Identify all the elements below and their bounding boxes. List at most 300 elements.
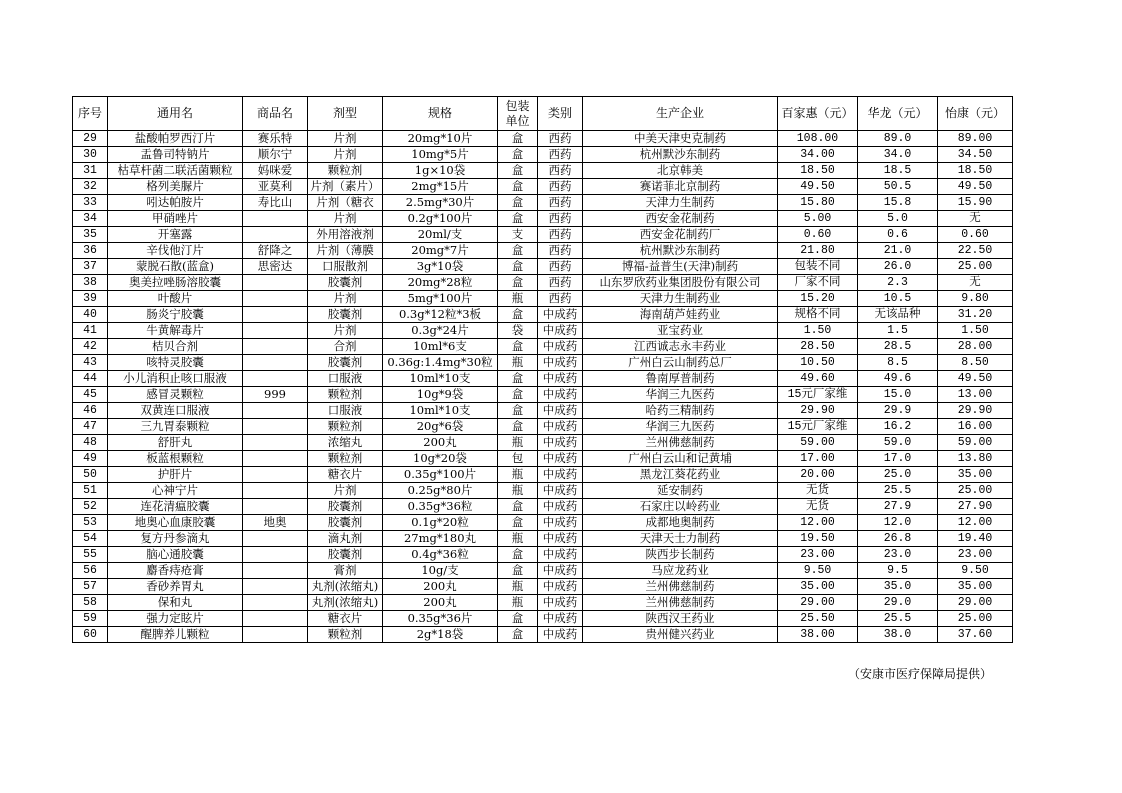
cell-price-baijiahui: 28.50 [778,339,858,355]
cell-brand-name [243,211,308,227]
cell-price-hualong: 0.6 [858,227,938,243]
cell-generic-name: 甲硝唑片 [108,211,243,227]
cell-price-hualong: 18.5 [858,163,938,179]
cell-price-hualong: 89.0 [858,131,938,147]
table-row [73,611,1013,627]
cell-price-yikang: 1.50 [938,323,1013,339]
table-row [73,307,1013,323]
cell-specification: 10g*9袋 [383,387,498,403]
cell-row-index: 31 [73,163,108,179]
cell-generic-name: 格列美脲片 [108,179,243,195]
cell-dosage-form: 胶囊剂 [308,275,383,291]
cell-generic-name: 强力定眩片 [108,611,243,627]
cell-category: 西药 [538,195,583,211]
cell-brand-name: 999 [243,387,308,403]
header-specification: 规格 [383,97,498,131]
cell-dosage-form: 丸剂(浓缩丸) [308,579,383,595]
cell-row-index: 54 [73,531,108,547]
cell-row-index: 29 [73,131,108,147]
cell-package-unit: 盒 [498,195,538,211]
cell-dosage-form: 片剂 [308,211,383,227]
cell-dosage-form: 胶囊剂 [308,355,383,371]
cell-brand-name: 妈咪爱 [243,163,308,179]
cell-brand-name [243,435,308,451]
cell-specification: 10ml*10支 [383,403,498,419]
cell-specification: 10g*20袋 [383,451,498,467]
cell-package-unit: 盒 [498,515,538,531]
cell-row-index: 47 [73,419,108,435]
table-row [73,163,1013,179]
cell-category: 中成药 [538,627,583,643]
cell-price-hualong: 29.9 [858,403,938,419]
cell-specification: 0.3g*24片 [383,323,498,339]
source-note: （安康市医疗保障局提供） [848,667,993,681]
cell-brand-name [243,291,308,307]
cell-price-hualong: 50.5 [858,179,938,195]
table-row [73,435,1013,451]
cell-package-unit: 包 [498,451,538,467]
cell-row-index: 35 [73,227,108,243]
cell-category: 中成药 [538,403,583,419]
cell-price-baijiahui: 18.50 [778,163,858,179]
cell-package-unit: 盒 [498,147,538,163]
cell-price-yikang: 27.90 [938,499,1013,515]
cell-category: 西药 [538,243,583,259]
cell-price-yikang: 无 [938,275,1013,291]
cell-package-unit: 盒 [498,275,538,291]
table-row [73,547,1013,563]
cell-price-baijiahui: 20.00 [778,467,858,483]
cell-price-hualong: 25.5 [858,483,938,499]
cell-manufacturer: 鲁南厚普制药 [583,371,778,387]
cell-generic-name: 护肝片 [108,467,243,483]
cell-specification: 1g×10袋 [383,163,498,179]
table-row [73,579,1013,595]
cell-row-index: 42 [73,339,108,355]
cell-price-hualong: 38.0 [858,627,938,643]
cell-price-yikang: 29.90 [938,403,1013,419]
cell-price-hualong: 15.8 [858,195,938,211]
cell-brand-name [243,499,308,515]
cell-specification: 2.5mg*30片 [383,195,498,211]
cell-row-index: 58 [73,595,108,611]
cell-price-baijiahui: 规格不同 [778,307,858,323]
header-brand-name: 商品名 [243,97,308,131]
cell-brand-name: 地奥 [243,515,308,531]
cell-specification: 20ml/支 [383,227,498,243]
table-row [73,147,1013,163]
cell-generic-name: 肠炎宁胶囊 [108,307,243,323]
table-row [73,467,1013,483]
cell-manufacturer: 广州白云山制药总厂 [583,355,778,371]
cell-specification: 0.4g*36粒 [383,547,498,563]
cell-brand-name: 赛乐特 [243,131,308,147]
cell-generic-name: 叶酸片 [108,291,243,307]
table-row [73,515,1013,531]
cell-brand-name: 舒降之 [243,243,308,259]
cell-category: 中成药 [538,307,583,323]
table-row [73,563,1013,579]
cell-manufacturer: 陕西步长制药 [583,547,778,563]
cell-brand-name [243,307,308,323]
cell-price-hualong: 34.0 [858,147,938,163]
cell-dosage-form: 片剂 [308,483,383,499]
cell-generic-name: 醒脾养儿颗粒 [108,627,243,643]
cell-brand-name [243,531,308,547]
cell-package-unit: 盒 [498,243,538,259]
cell-price-baijiahui: 1.50 [778,323,858,339]
cell-price-baijiahui: 17.00 [778,451,858,467]
cell-brand-name [243,563,308,579]
cell-dosage-form: 胶囊剂 [308,499,383,515]
cell-package-unit: 瓶 [498,355,538,371]
cell-manufacturer: 华润三九医药 [583,419,778,435]
cell-category: 中成药 [538,499,583,515]
cell-price-yikang: 18.50 [938,163,1013,179]
table-row [73,275,1013,291]
cell-price-baijiahui: 108.00 [778,131,858,147]
cell-dosage-form: 浓缩丸 [308,435,383,451]
cell-manufacturer: 哈药三精制药 [583,403,778,419]
cell-row-index: 52 [73,499,108,515]
cell-row-index: 50 [73,467,108,483]
cell-specification: 5mg*100片 [383,291,498,307]
cell-category: 中成药 [538,387,583,403]
cell-dosage-form: 片剂 [308,323,383,339]
cell-dosage-form: 口服散剂 [308,259,383,275]
cell-category: 西药 [538,227,583,243]
cell-dosage-form: 口服液 [308,403,383,419]
cell-dosage-form: 颗粒剂 [308,387,383,403]
cell-dosage-form: 片剂（糖衣 [308,195,383,211]
cell-price-baijiahui: 15.20 [778,291,858,307]
cell-manufacturer: 亚宝药业 [583,323,778,339]
cell-dosage-form: 颗粒剂 [308,163,383,179]
cell-dosage-form: 丸剂(浓缩丸) [308,595,383,611]
cell-package-unit: 盒 [498,499,538,515]
cell-category: 中成药 [538,563,583,579]
cell-price-hualong: 35.0 [858,579,938,595]
cell-category: 西药 [538,179,583,195]
cell-generic-name: 开塞露 [108,227,243,243]
cell-brand-name [243,595,308,611]
cell-price-hualong: 49.6 [858,371,938,387]
cell-row-index: 33 [73,195,108,211]
cell-price-hualong: 无该品种 [858,307,938,323]
cell-package-unit: 盒 [498,611,538,627]
cell-row-index: 49 [73,451,108,467]
cell-price-hualong: 9.5 [858,563,938,579]
cell-manufacturer: 延安制药 [583,483,778,499]
cell-price-baijiahui: 29.90 [778,403,858,419]
cell-row-index: 43 [73,355,108,371]
cell-price-baijiahui: 0.60 [778,227,858,243]
cell-row-index: 40 [73,307,108,323]
cell-row-index: 59 [73,611,108,627]
cell-specification: 2g*18袋 [383,627,498,643]
cell-generic-name: 复方丹参滴丸 [108,531,243,547]
cell-manufacturer: 山东罗欣药业集团股份有限公司 [583,275,778,291]
table-row [73,179,1013,195]
cell-brand-name: 思密达 [243,259,308,275]
cell-package-unit: 支 [498,227,538,243]
cell-price-yikang: 34.50 [938,147,1013,163]
cell-category: 西药 [538,259,583,275]
table-row [73,499,1013,515]
cell-price-hualong: 16.2 [858,419,938,435]
cell-manufacturer: 兰州佛慈制药 [583,579,778,595]
cell-generic-name: 吲达帕胺片 [108,195,243,211]
cell-generic-name: 心神宁片 [108,483,243,499]
cell-dosage-form: 合剂 [308,339,383,355]
table-row [73,243,1013,259]
cell-manufacturer: 西安金花制药 [583,211,778,227]
header-price-baijiahui: 百家惠（元） [778,97,858,131]
cell-category: 中成药 [538,547,583,563]
cell-price-yikang: 25.00 [938,259,1013,275]
cell-package-unit: 瓶 [498,531,538,547]
table-row [73,419,1013,435]
cell-generic-name: 地奥心血康胶囊 [108,515,243,531]
cell-generic-name: 连花清瘟胶囊 [108,499,243,515]
cell-category: 中成药 [538,467,583,483]
cell-price-yikang: 49.50 [938,179,1013,195]
cell-category: 中成药 [538,339,583,355]
cell-package-unit: 盒 [498,403,538,419]
cell-package-unit: 瓶 [498,595,538,611]
cell-dosage-form: 口服液 [308,371,383,387]
cell-category: 中成药 [538,451,583,467]
cell-category: 中成药 [538,483,583,499]
table-row [73,131,1013,147]
cell-category: 西药 [538,131,583,147]
cell-row-index: 37 [73,259,108,275]
cell-brand-name [243,227,308,243]
table-row [73,339,1013,355]
cell-price-hualong: 21.0 [858,243,938,259]
cell-specification: 0.35g*36片 [383,611,498,627]
cell-generic-name: 小儿消积止咳口服液 [108,371,243,387]
cell-price-baijiahui: 49.60 [778,371,858,387]
cell-manufacturer: 杭州默沙东制药 [583,147,778,163]
cell-package-unit: 盒 [498,419,538,435]
cell-brand-name [243,371,308,387]
cell-category: 西药 [538,275,583,291]
cell-price-yikang: 0.60 [938,227,1013,243]
cell-category: 西药 [538,291,583,307]
table-row [73,371,1013,387]
cell-specification: 200丸 [383,595,498,611]
cell-specification: 0.35g*36粒 [383,499,498,515]
cell-specification: 10ml*10支 [383,371,498,387]
cell-price-hualong: 26.8 [858,531,938,547]
cell-generic-name: 保和丸 [108,595,243,611]
header-index: 序号 [73,97,108,131]
cell-row-index: 45 [73,387,108,403]
cell-generic-name: 辛伐他汀片 [108,243,243,259]
cell-manufacturer: 北京韩美 [583,163,778,179]
cell-price-yikang: 23.00 [938,547,1013,563]
cell-brand-name [243,275,308,291]
cell-price-yikang: 35.00 [938,467,1013,483]
header-category: 类别 [538,97,583,131]
cell-price-yikang: 31.20 [938,307,1013,323]
cell-price-baijiahui: 包装不同 [778,259,858,275]
cell-specification: 10g/支 [383,563,498,579]
cell-generic-name: 板蓝根颗粒 [108,451,243,467]
cell-brand-name: 寿比山 [243,195,308,211]
cell-dosage-form: 颗粒剂 [308,419,383,435]
cell-price-baijiahui: 15元厂家维 [778,387,858,403]
cell-dosage-form: 片剂（薄膜 [308,243,383,259]
cell-package-unit: 盒 [498,179,538,195]
cell-manufacturer: 天津天士力制药 [583,531,778,547]
cell-manufacturer: 杭州默沙东制药 [583,243,778,259]
cell-row-index: 46 [73,403,108,419]
cell-price-baijiahui: 35.00 [778,579,858,595]
cell-brand-name [243,451,308,467]
cell-package-unit: 瓶 [498,579,538,595]
cell-price-baijiahui: 9.50 [778,563,858,579]
cell-manufacturer: 海南葫芦娃药业 [583,307,778,323]
cell-price-hualong: 10.5 [858,291,938,307]
cell-generic-name: 牛黄解毒片 [108,323,243,339]
cell-price-baijiahui: 19.50 [778,531,858,547]
cell-row-index: 56 [73,563,108,579]
table-row [73,483,1013,499]
table-header-row [73,97,1013,131]
cell-price-yikang: 16.00 [938,419,1013,435]
cell-specification: 0.3g*12粒*3板 [383,307,498,323]
cell-price-yikang: 25.00 [938,483,1013,499]
header-generic-name: 通用名 [108,97,243,131]
cell-price-hualong: 26.0 [858,259,938,275]
cell-dosage-form: 膏剂 [308,563,383,579]
cell-price-baijiahui: 23.00 [778,547,858,563]
cell-generic-name: 舒肝丸 [108,435,243,451]
table-row [73,387,1013,403]
cell-row-index: 39 [73,291,108,307]
cell-generic-name: 感冒灵颗粒 [108,387,243,403]
cell-package-unit: 盒 [498,371,538,387]
cell-generic-name: 咳特灵胶囊 [108,355,243,371]
cell-manufacturer: 华润三九医药 [583,387,778,403]
cell-manufacturer: 江西诚志永丰药业 [583,339,778,355]
cell-price-yikang: 9.80 [938,291,1013,307]
cell-row-index: 30 [73,147,108,163]
cell-price-yikang: 22.50 [938,243,1013,259]
cell-package-unit: 盒 [498,387,538,403]
cell-row-index: 53 [73,515,108,531]
cell-generic-name: 奥美拉唑肠溶胶囊 [108,275,243,291]
cell-dosage-form: 胶囊剂 [308,547,383,563]
cell-manufacturer: 天津力生制药业 [583,291,778,307]
cell-price-hualong: 2.3 [858,275,938,291]
cell-manufacturer: 陕西汉王药业 [583,611,778,627]
cell-brand-name [243,483,308,499]
cell-package-unit: 袋 [498,323,538,339]
cell-generic-name: 桔贝合剂 [108,339,243,355]
cell-category: 中成药 [538,371,583,387]
cell-price-baijiahui: 59.00 [778,435,858,451]
cell-package-unit: 瓶 [498,291,538,307]
table-row [73,595,1013,611]
cell-price-yikang: 13.00 [938,387,1013,403]
cell-price-yikang: 19.40 [938,531,1013,547]
cell-dosage-form: 外用溶液剂 [308,227,383,243]
cell-price-baijiahui: 无货 [778,499,858,515]
cell-price-hualong: 29.0 [858,595,938,611]
cell-category: 中成药 [538,579,583,595]
cell-price-yikang: 28.00 [938,339,1013,355]
cell-manufacturer: 兰州佛慈制药 [583,435,778,451]
cell-package-unit: 盒 [498,547,538,563]
cell-price-yikang: 29.00 [938,595,1013,611]
cell-row-index: 36 [73,243,108,259]
cell-price-hualong: 17.0 [858,451,938,467]
cell-manufacturer: 贵州健兴药业 [583,627,778,643]
cell-price-hualong: 59.0 [858,435,938,451]
cell-specification: 20g*6袋 [383,419,498,435]
table-row [73,227,1013,243]
cell-manufacturer: 天津力生制药 [583,195,778,211]
cell-category: 西药 [538,163,583,179]
cell-price-yikang: 37.60 [938,627,1013,643]
cell-price-baijiahui: 无货 [778,483,858,499]
table-row [73,403,1013,419]
cell-price-baijiahui: 49.50 [778,179,858,195]
cell-price-baijiahui: 12.00 [778,515,858,531]
cell-manufacturer: 广州白云山和记黄埔 [583,451,778,467]
cell-manufacturer: 赛诺菲北京制药 [583,179,778,195]
cell-category: 西药 [538,211,583,227]
cell-dosage-form: 滴丸剂 [308,531,383,547]
cell-dosage-form: 糖衣片 [308,467,383,483]
cell-price-baijiahui: 10.50 [778,355,858,371]
cell-price-baijiahui: 21.80 [778,243,858,259]
cell-brand-name [243,355,308,371]
cell-price-baijiahui: 5.00 [778,211,858,227]
cell-price-baijiahui: 15.80 [778,195,858,211]
cell-price-baijiahui: 29.00 [778,595,858,611]
cell-price-yikang: 13.80 [938,451,1013,467]
cell-dosage-form: 胶囊剂 [308,515,383,531]
cell-specification: 200丸 [383,435,498,451]
cell-manufacturer: 石家庄以岭药业 [583,499,778,515]
cell-price-hualong: 25.0 [858,467,938,483]
cell-dosage-form: 片剂（素片） [308,179,383,195]
cell-price-yikang: 9.50 [938,563,1013,579]
cell-price-baijiahui: 34.00 [778,147,858,163]
cell-generic-name: 盐酸帕罗西汀片 [108,131,243,147]
cell-brand-name [243,339,308,355]
cell-price-hualong: 1.5 [858,323,938,339]
cell-dosage-form: 胶囊剂 [308,307,383,323]
cell-price-yikang: 12.00 [938,515,1013,531]
cell-category: 中成药 [538,355,583,371]
cell-row-index: 55 [73,547,108,563]
cell-generic-name: 蒙脱石散(蓝盒) [108,259,243,275]
cell-manufacturer: 兰州佛慈制药 [583,595,778,611]
cell-generic-name: 枯草杆菌二联活菌颗粒 [108,163,243,179]
cell-specification: 0.36g:1.4mg*30粒 [383,355,498,371]
header-dosage-form: 剂型 [308,97,383,131]
cell-price-yikang: 35.00 [938,579,1013,595]
cell-package-unit: 盒 [498,211,538,227]
table-row [73,195,1013,211]
cell-package-unit: 盒 [498,563,538,579]
cell-category: 西药 [538,147,583,163]
